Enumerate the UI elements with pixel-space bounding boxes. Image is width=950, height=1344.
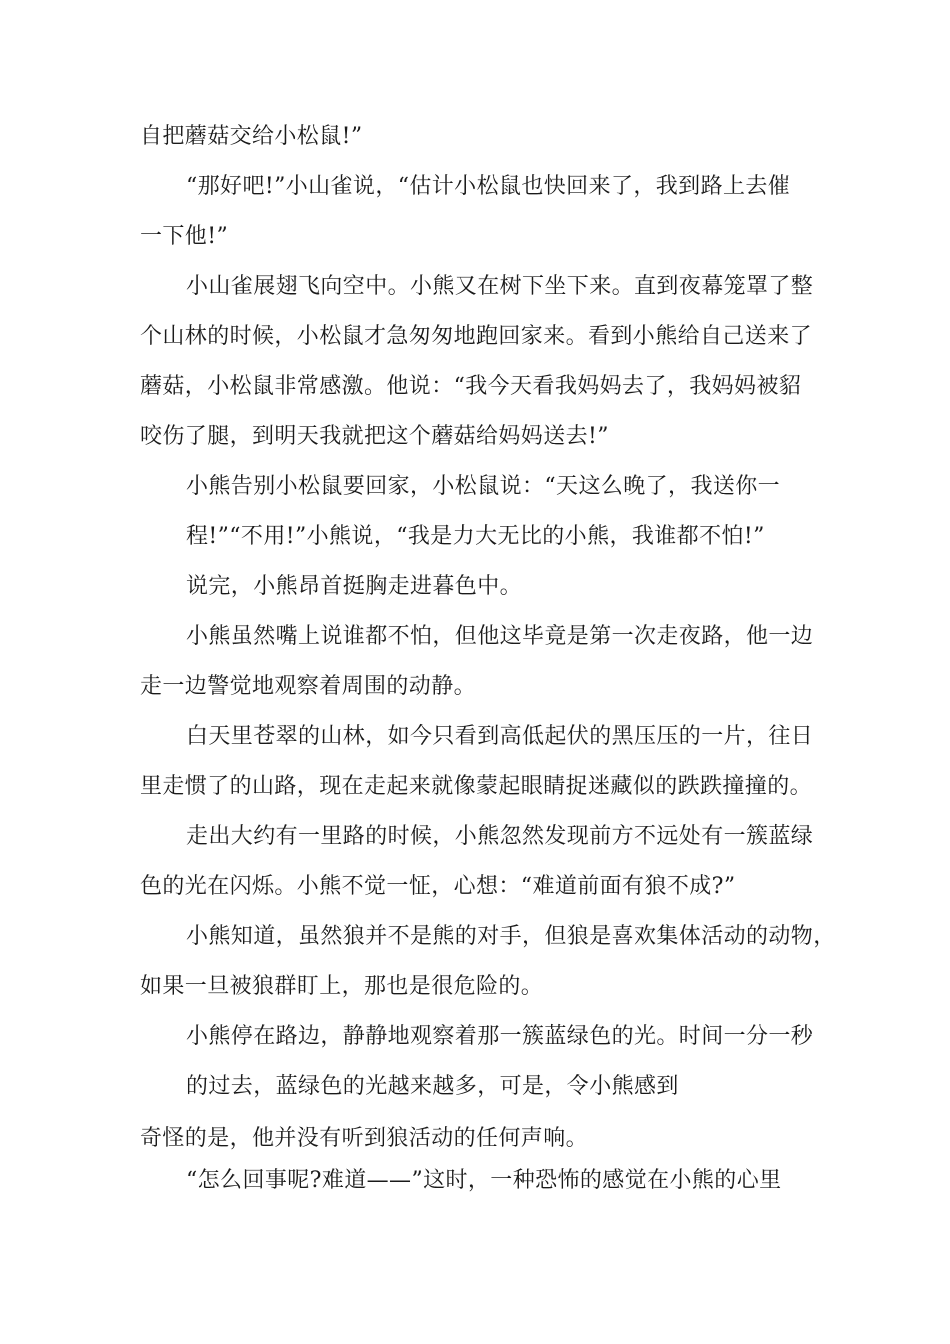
text-line: 小熊告别小松鼠要回家，小松鼠说：“天这么晚了，我送你一 xyxy=(186,474,781,499)
text-line: 自把蘑菇交给小松鼠!” xyxy=(140,124,363,149)
text-line: 蘑菇，小松鼠非常感激。他说：“我今天看我妈妈去了，我妈妈被貂 xyxy=(140,374,802,399)
text-line: 小熊停在路边，静静地观察着那一簇蓝绿色的光。时间一分一秒 xyxy=(186,1024,814,1049)
text-line: 走一边警觉地观察着周围的动静。 xyxy=(140,674,477,699)
text-line: 个山林的时候，小松鼠才急匆匆地跑回家来。看到小熊给自己送来了 xyxy=(140,324,813,349)
text-line: 奇怪的是，他并没有听到狼活动的任何声响。 xyxy=(140,1126,589,1151)
text-line: 色的光在闪烁。小熊不觉一怔，心想：“难道前面有狼不成?” xyxy=(140,874,736,899)
text-line: 一下他!” xyxy=(140,224,229,249)
text-line: 程!”“不用!”小熊说，“我是力大无比的小熊，我谁都不怕!” xyxy=(186,524,765,549)
text-line: 小熊知道，虽然狼并不是熊的对手，但狼是喜欢集体活动的动物， xyxy=(186,924,836,949)
text-line: 说完，小熊昂首挺胸走进暮色中。 xyxy=(186,574,523,599)
text-line: 走出大约有一里路的时候，小熊忽然发现前方不远处有一簇蓝绿 xyxy=(186,824,814,849)
text-line: 小熊虽然嘴上说谁都不怕，但他这毕竟是第一次走夜路，他一边 xyxy=(186,624,814,649)
text-line: 如果一旦被狼群盯上，那也是很危险的。 xyxy=(140,974,544,999)
text-line: “那好吧!”小山雀说，“估计小松鼠也快回来了，我到路上去催 xyxy=(186,174,791,199)
text-line: 咬伤了腿，到明天我就把这个蘑菇给妈妈送去!” xyxy=(140,424,609,449)
text-line: 白天里苍翠的山林，如今只看到高低起伏的黑压压的一片，往日 xyxy=(186,724,814,749)
text-line: 里走惯了的山路，现在走起来就像蒙起眼睛捉迷藏似的跌跌撞撞的。 xyxy=(140,774,813,799)
text-line: 小山雀展翅飞向空中。小熊又在树下坐下来。直到夜幕笼罩了整 xyxy=(186,274,814,299)
text-line: “怎么回事呢?难道——”这时，一种恐怖的感觉在小熊的心里 xyxy=(186,1168,782,1193)
text-line: 的过去，蓝绿色的光越来越多，可是，令小熊感到 xyxy=(186,1074,679,1099)
